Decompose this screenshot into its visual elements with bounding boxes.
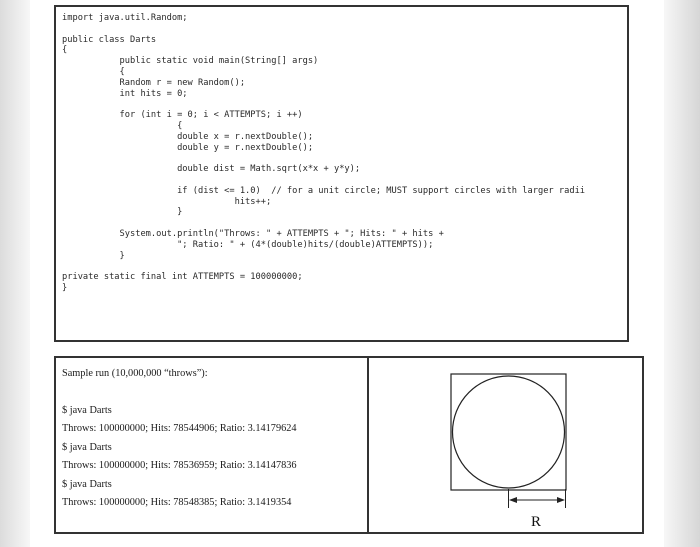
circle-in-square-diagram (369, 358, 642, 532)
circle-figure-panel (369, 358, 642, 532)
code-line: double dist = Math.sqrt(x*x + y*y); (62, 164, 361, 175)
code-line: int hits = 0; (62, 88, 188, 99)
page-shadow-right (664, 0, 700, 547)
code-line: double y = r.nextDouble(); (62, 142, 314, 153)
code-line: private static final int ATTEMPTS = 100000000; (62, 272, 303, 283)
sample-run-result: Throws: 100000000; Hits: 78544906; Ratio: 3.14179624 (62, 423, 297, 434)
code-line: } (62, 282, 68, 293)
sample-run-output (56, 358, 369, 532)
code-line: Random r = new Random(); (62, 77, 246, 88)
code-line: { (62, 66, 125, 77)
code-line: { (62, 120, 183, 131)
code-line: public static void main(String[] args) (62, 56, 319, 67)
radius-arrowhead-left (509, 497, 517, 503)
code-line: public class Darts (62, 34, 157, 45)
circle-outline (453, 376, 565, 488)
sample-run-command: $ java Darts (62, 405, 112, 416)
radius-arrowhead-right (557, 497, 565, 503)
sample-run-result: Throws: 100000000; Hits: 78536959; Ratio: 3.14147836 (62, 460, 297, 471)
code-line: if (dist <= 1.0) // for a unit circle; MUST support circles with larger radii (62, 185, 586, 196)
code-line: System.out.println("Throws: " + ATTEMPTS + "; Hits: " + hits + (62, 228, 444, 239)
code-listing (62, 13, 585, 294)
code-line: } (62, 207, 183, 218)
code-line: { (62, 45, 68, 56)
sample-run-command: $ java Darts (62, 442, 112, 453)
page-shadow-left (0, 0, 30, 547)
sample-run-result: Throws: 100000000; Hits: 78548385; Ratio: 3.1419354 (62, 497, 292, 508)
code-line: hits++; (62, 196, 272, 207)
code-line: import java.util.Random; (62, 13, 188, 23)
code-line: for (int i = 0; i < ATTEMPTS; i ++) (62, 110, 303, 121)
square-outline (451, 374, 566, 490)
code-listing-box (54, 5, 629, 342)
radius-label: R (530, 514, 542, 530)
sample-run-heading: Sample run (10,000,000 “throws”): (62, 368, 208, 379)
sample-run-table (54, 356, 644, 534)
code-line: double x = r.nextDouble(); (62, 131, 314, 142)
code-line: } (62, 250, 125, 261)
sample-run-command: $ java Darts (62, 479, 112, 490)
code-line: "; Ratio: " + (4*(double)hits/(double)ATTEMPTS)); (62, 239, 434, 250)
